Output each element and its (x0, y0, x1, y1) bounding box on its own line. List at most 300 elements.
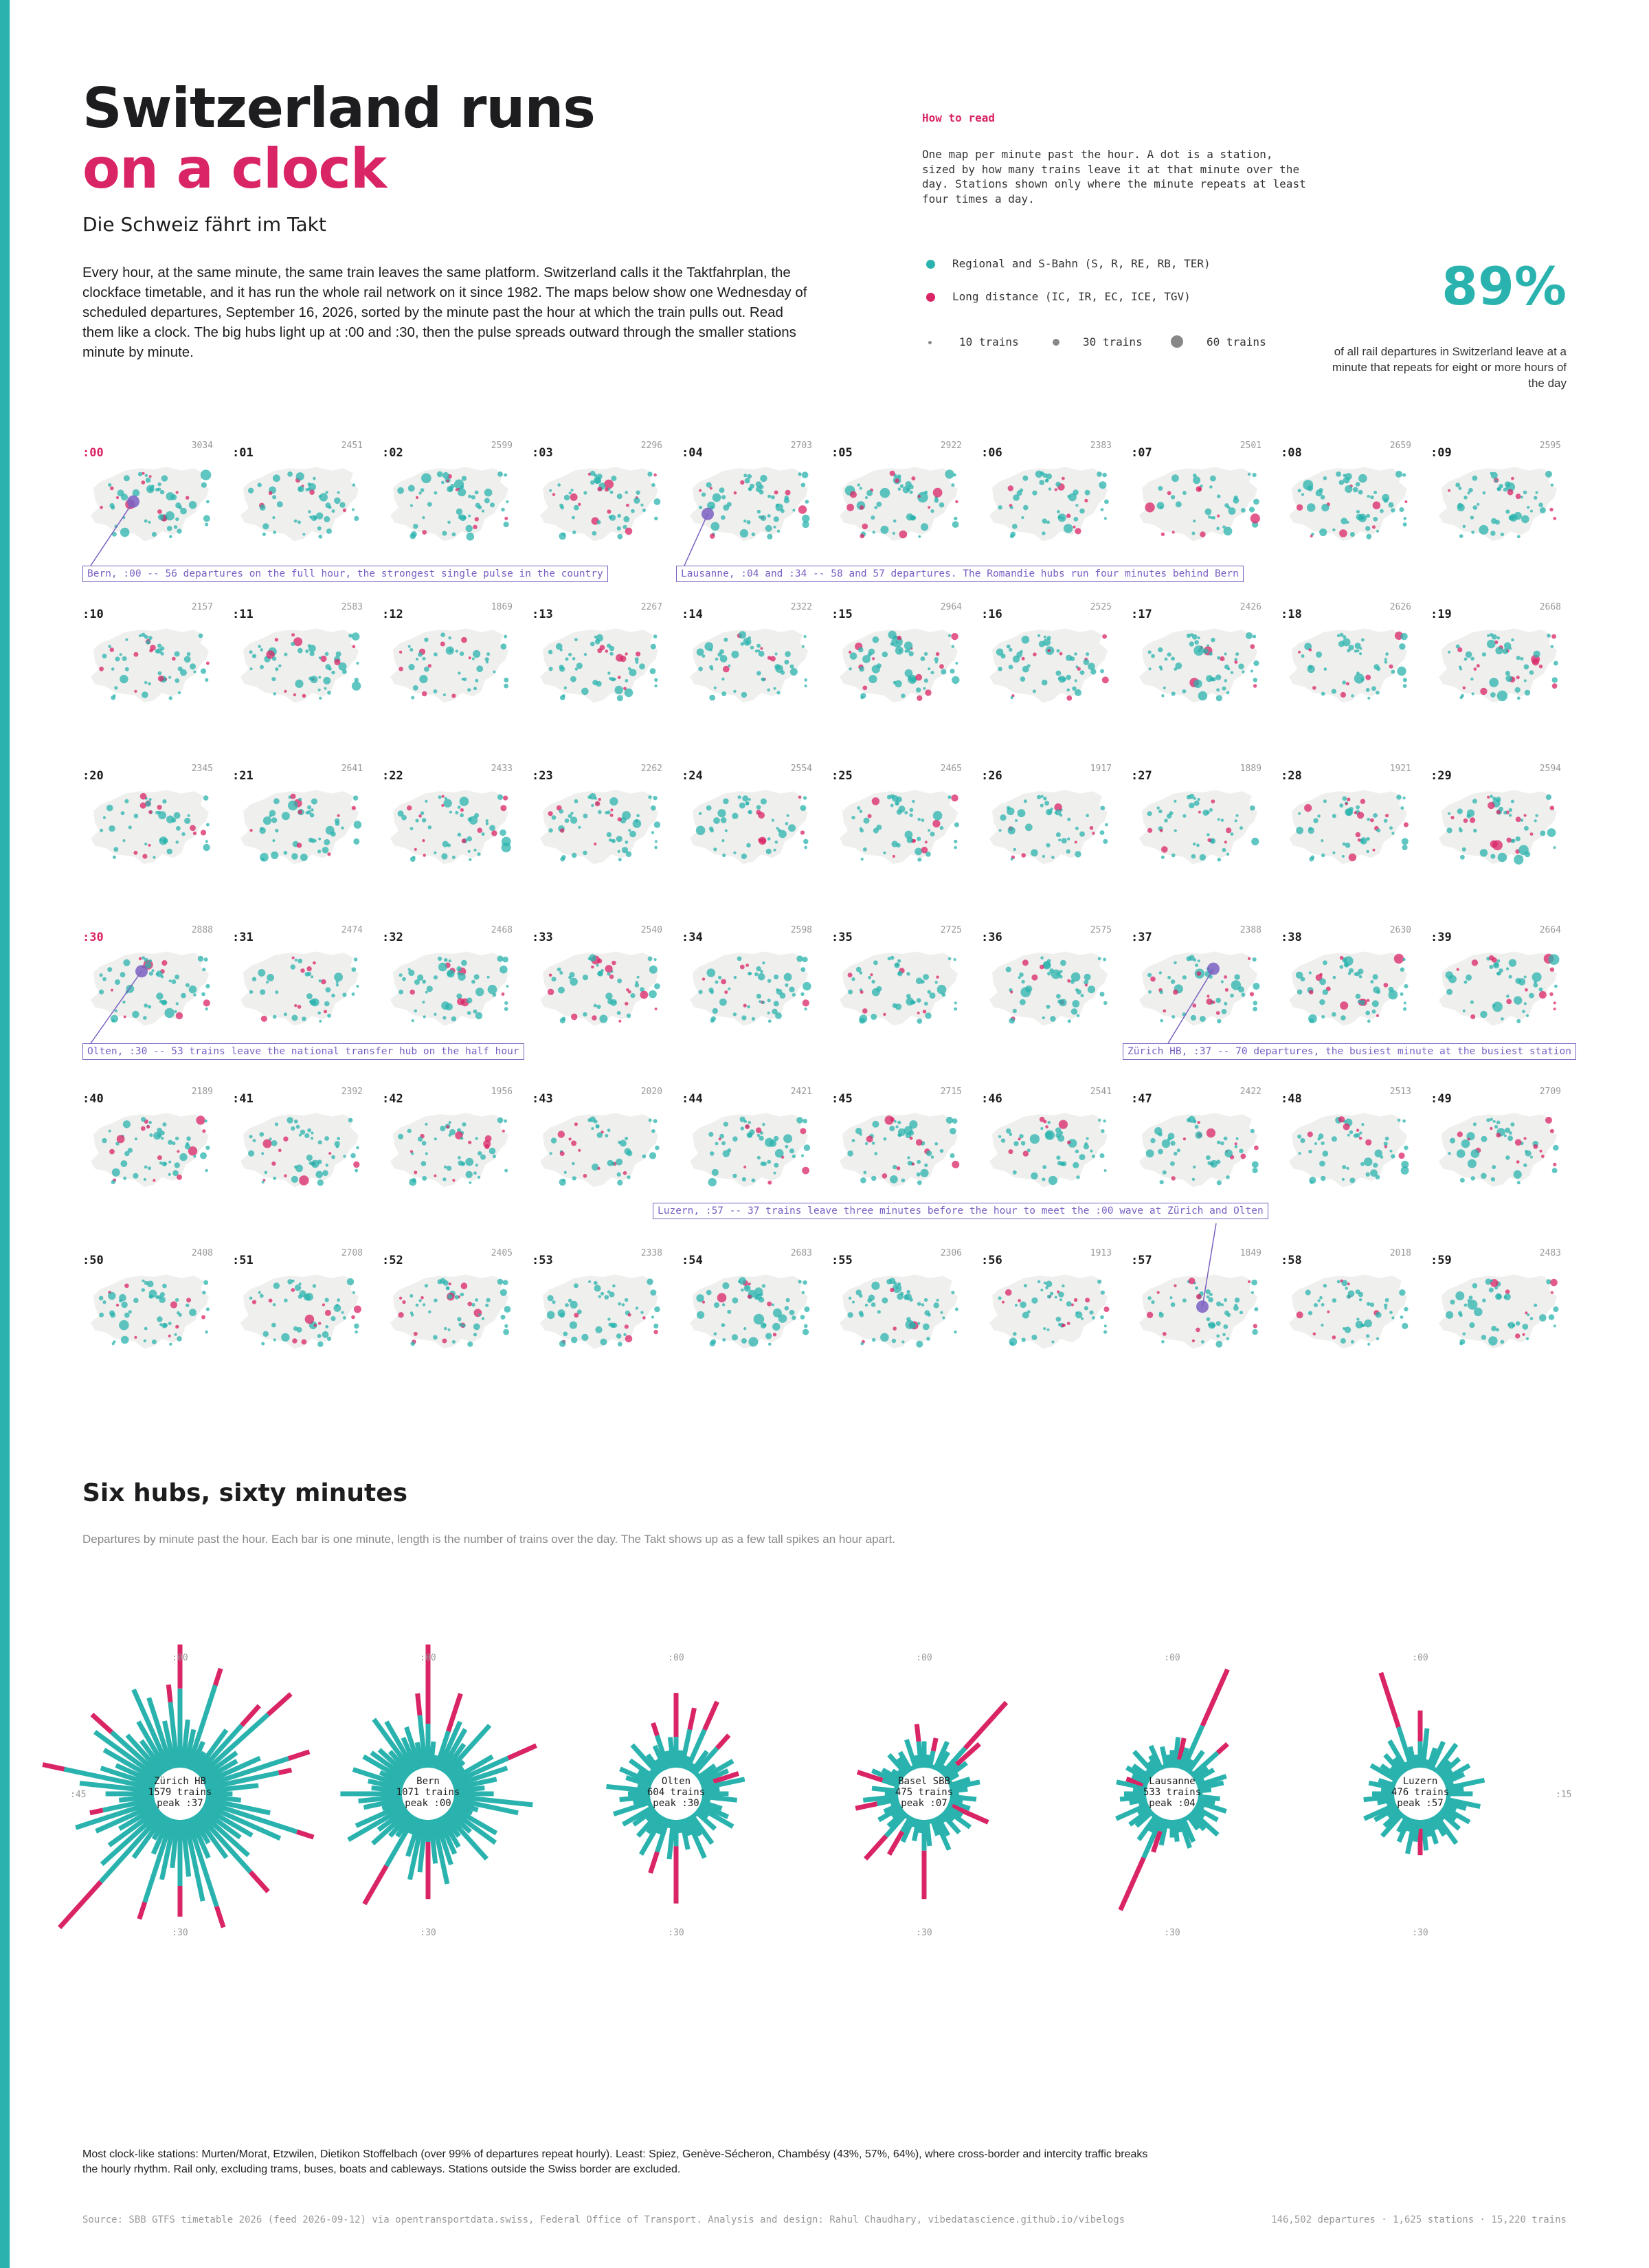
station-dot (1194, 801, 1200, 806)
station-dot (1206, 675, 1213, 682)
station-dot (713, 1008, 718, 1014)
station-dot (428, 664, 431, 667)
station-dot (318, 535, 322, 539)
station-dot (202, 1291, 205, 1294)
station-dot (912, 800, 915, 803)
minute-departures: 2599 (491, 441, 513, 451)
station-dot (475, 1298, 478, 1302)
station-dot (627, 1014, 631, 1019)
station-dot (1253, 983, 1259, 990)
station-dot (948, 634, 951, 637)
station-dot (571, 1140, 576, 1146)
station-dot (159, 1296, 166, 1303)
station-dot (1075, 1150, 1079, 1154)
station-dot (168, 1335, 171, 1337)
station-dot (1540, 831, 1545, 836)
station-dot (710, 667, 713, 670)
station-dot (755, 649, 758, 652)
station-dot (1103, 1331, 1107, 1334)
station-dot (851, 977, 855, 981)
station-dot (1021, 1141, 1026, 1146)
station-dot (343, 509, 346, 512)
station-dot (168, 1140, 172, 1145)
station-dot (168, 1322, 172, 1325)
station-dot (773, 526, 776, 529)
station-dot (640, 504, 643, 507)
station-dot (141, 1117, 146, 1122)
station-dot (628, 667, 631, 671)
station-dot (322, 847, 329, 854)
minute-label: :07 (1131, 446, 1152, 460)
station-dot (702, 492, 706, 496)
station-dot (1103, 958, 1106, 961)
station-dot (317, 1012, 321, 1015)
station-dot (107, 967, 112, 972)
station-dot (759, 1297, 764, 1302)
station-dot (1457, 968, 1459, 971)
station-dot (549, 667, 553, 671)
station-dot (1309, 648, 1312, 652)
legend-long-label: Long distance (IC, IR, EC, ICE, TGV) (952, 290, 1191, 303)
station-dot (710, 829, 714, 833)
station-dot (273, 1177, 276, 1180)
station-dot (935, 660, 938, 663)
station-dot (1510, 515, 1515, 520)
station-dot (728, 988, 730, 990)
station-dot (354, 957, 358, 961)
minute-label: :56 (981, 1254, 1002, 1267)
station-dot (1145, 502, 1154, 512)
station-dot (155, 488, 159, 492)
station-dot (1198, 811, 1201, 814)
station-dot (732, 1174, 737, 1178)
station-dot (1460, 855, 1465, 860)
station-dot (1366, 514, 1370, 518)
station-dot (504, 474, 507, 477)
station-dot (1182, 1298, 1187, 1302)
station-dot (1015, 819, 1018, 822)
station-dot (1346, 682, 1349, 685)
station-dot (952, 645, 954, 648)
minute-bar-long (297, 1832, 313, 1837)
minute-map (232, 1248, 363, 1348)
station-dot (442, 1177, 446, 1181)
station-dot (747, 1005, 750, 1009)
station-dot (462, 1122, 466, 1126)
station-dot (790, 668, 798, 676)
station-dot (1159, 990, 1163, 994)
station-dot (741, 1015, 746, 1020)
station-dot (1356, 510, 1360, 513)
station-dot (1057, 1161, 1062, 1166)
station-dot (889, 1126, 895, 1131)
station-dot (125, 638, 128, 641)
station-dot (748, 810, 751, 814)
station-dot (936, 1299, 939, 1302)
station-dot (1235, 658, 1237, 660)
minute-label: :09 (1431, 446, 1452, 460)
station-dot (1207, 1129, 1215, 1137)
station-dot (434, 652, 438, 656)
station-dot (1033, 689, 1036, 693)
station-dot (123, 1120, 131, 1128)
station-dot (266, 981, 269, 983)
station-dot (872, 1338, 875, 1342)
station-dot (1042, 531, 1045, 535)
station-dot (733, 852, 736, 854)
station-dot (434, 1013, 436, 1016)
station-dot (284, 1298, 288, 1302)
station-dot (951, 1291, 954, 1294)
station-dot (103, 816, 106, 819)
station-dot (186, 496, 189, 500)
minute-label: :22 (382, 769, 403, 783)
station-dot (1241, 1154, 1246, 1159)
station-dot (1222, 1333, 1226, 1337)
station-dot (648, 957, 653, 961)
station-dot (1102, 676, 1109, 683)
station-dot (626, 504, 629, 507)
station-dot (882, 1173, 888, 1179)
station-dot (932, 820, 940, 827)
station-dot (1086, 652, 1089, 656)
station-dot (201, 830, 206, 835)
station-dot (702, 977, 705, 980)
station-dot (1067, 979, 1070, 983)
station-dot (1503, 488, 1507, 492)
minute-departures: 2540 (640, 925, 662, 935)
station-dot (572, 516, 575, 520)
station-dot (261, 1152, 264, 1155)
station-dot (917, 1160, 921, 1164)
station-dot (860, 487, 862, 489)
station-dot (880, 526, 888, 534)
station-dot (203, 844, 210, 851)
station-dot (557, 483, 561, 487)
minute-bar-long (92, 1715, 112, 1733)
station-dot (1059, 814, 1062, 816)
minute-map (831, 1087, 962, 1187)
station-dot (302, 694, 306, 698)
station-dot (205, 840, 208, 843)
station-dot (156, 972, 159, 975)
station-dot (1042, 1177, 1045, 1181)
station-dot (1496, 1120, 1501, 1124)
station-dot (422, 839, 425, 842)
station-dot (1062, 838, 1067, 843)
station-dot (609, 975, 614, 979)
station-dot (1208, 515, 1211, 519)
station-dot (570, 978, 578, 986)
station-dot (249, 990, 253, 994)
station-dot (1403, 797, 1406, 799)
station-dot (271, 1140, 278, 1146)
station-dot (506, 500, 508, 503)
station-dot (1496, 959, 1500, 963)
station-dot (1385, 1137, 1389, 1141)
station-dot (588, 1280, 591, 1283)
station-dot (1345, 473, 1352, 480)
station-dot (715, 1142, 719, 1146)
station-dot (1064, 524, 1073, 533)
station-dot (1307, 503, 1316, 512)
station-dot (399, 1297, 402, 1300)
station-dot (1349, 854, 1356, 861)
station-dot (1317, 1137, 1320, 1140)
station-dot (1361, 1123, 1364, 1126)
station-dot (149, 1133, 153, 1137)
station-dot (420, 488, 425, 492)
station-dot (124, 475, 130, 481)
station-dot (1218, 818, 1220, 821)
station-dot (759, 651, 765, 657)
station-dot (1367, 850, 1369, 853)
station-dot (1084, 1144, 1089, 1149)
station-dot (455, 811, 458, 814)
station-dot (317, 1179, 324, 1186)
station-dot (893, 855, 895, 858)
station-dot (272, 839, 275, 842)
station-dot (654, 821, 660, 827)
station-dot (1058, 1323, 1062, 1326)
station-dot (1080, 670, 1085, 675)
station-dot (610, 491, 614, 494)
minute-map (831, 764, 962, 864)
station-dot (605, 649, 609, 653)
station-dot (712, 1169, 719, 1176)
station-dot (597, 1132, 603, 1137)
station-dot (565, 1303, 569, 1307)
station-dot (774, 1163, 778, 1168)
station-dot (709, 695, 715, 701)
station-dot (872, 797, 879, 805)
station-dot (418, 1299, 421, 1302)
station-dot (583, 491, 587, 495)
station-dot (1507, 1323, 1510, 1326)
minute-map (981, 602, 1112, 702)
station-dot (745, 478, 750, 484)
station-dot (337, 1298, 340, 1302)
station-dot (1224, 527, 1233, 536)
station-dot (341, 827, 344, 830)
station-dot (1515, 1333, 1520, 1338)
station-dot (589, 954, 596, 961)
station-dot (907, 1156, 910, 1159)
minute-bar-long (289, 1752, 309, 1759)
station-dot (1524, 665, 1529, 670)
station-dot (252, 977, 256, 981)
station-dot (1192, 1003, 1196, 1008)
station-dot (112, 1168, 120, 1177)
station-dot (903, 486, 910, 493)
station-dot (1224, 841, 1227, 843)
station-dot (1474, 667, 1477, 671)
station-dot (1354, 674, 1365, 684)
minute-label: :15 (831, 608, 853, 621)
station-dot (1402, 838, 1409, 845)
station-dot (462, 838, 467, 843)
station-dot (1338, 641, 1345, 647)
station-dot (1217, 495, 1220, 498)
station-dot (1077, 990, 1081, 994)
station-dot (186, 1136, 191, 1141)
station-dot (1163, 687, 1166, 689)
minute-map (82, 1248, 213, 1348)
station-dot (1526, 1014, 1529, 1017)
station-dot (750, 646, 754, 649)
station-dot (1482, 652, 1486, 656)
minute-bar-long (690, 1708, 695, 1729)
station-dot (1100, 1153, 1105, 1158)
station-dot (291, 642, 295, 646)
station-dot (425, 1284, 428, 1287)
station-dot (1488, 802, 1494, 809)
station-dot (921, 656, 926, 661)
station-dot (1319, 529, 1327, 536)
station-dot (998, 505, 1002, 509)
station-dot (745, 641, 750, 645)
station-dot (1549, 508, 1553, 511)
station-dot (149, 972, 153, 976)
station-dot (502, 957, 508, 963)
station-dot (915, 848, 922, 856)
station-dot (193, 1155, 196, 1157)
station-dot (262, 533, 266, 536)
station-dot (421, 474, 431, 484)
station-dot (305, 488, 309, 491)
station-dot (425, 1153, 428, 1155)
station-dot (1000, 654, 1005, 658)
station-dot (759, 515, 762, 519)
station-dot (1345, 485, 1352, 493)
station-dot (607, 1318, 610, 1320)
minute-label: :47 (1131, 1092, 1152, 1106)
station-dot (1487, 634, 1490, 637)
station-dot (186, 1304, 189, 1307)
station-dot (187, 652, 191, 656)
minute-map (232, 764, 363, 864)
station-dot (617, 526, 621, 531)
station-dot (617, 979, 622, 983)
station-dot (723, 666, 730, 673)
station-dot (549, 974, 552, 977)
station-dot (847, 1312, 853, 1318)
station-dot (607, 509, 611, 513)
station-dot (787, 814, 789, 817)
station-dot (317, 1334, 322, 1338)
station-dot (595, 801, 601, 807)
station-dot (1399, 643, 1405, 649)
station-dot (292, 1338, 297, 1343)
station-dot (422, 516, 425, 519)
station-dot (1337, 1280, 1340, 1284)
station-dot (761, 799, 767, 805)
station-dot (895, 478, 899, 483)
station-dot (1470, 1001, 1474, 1004)
station-dot (873, 531, 875, 533)
station-dot (1023, 505, 1029, 511)
station-dot (1058, 515, 1062, 519)
station-dot (1389, 826, 1393, 830)
station-dot (1525, 988, 1528, 992)
station-dot (1323, 1284, 1327, 1287)
station-dot (501, 1315, 506, 1320)
station-dot (572, 1176, 576, 1180)
station-dot (454, 480, 464, 489)
station-dot (911, 476, 915, 480)
station-dot (1057, 1291, 1059, 1293)
axis-label-top: :00 (1164, 1653, 1180, 1663)
station-dot (872, 665, 880, 674)
station-dot (871, 515, 875, 520)
minute-label: :43 (532, 1092, 553, 1106)
station-dot (636, 814, 640, 817)
station-dot (102, 1138, 106, 1143)
station-dot (298, 810, 302, 814)
station-dot (1102, 473, 1107, 478)
station-dot (1213, 1001, 1215, 1003)
station-dot (1367, 1302, 1371, 1306)
station-dot (1161, 1340, 1165, 1344)
station-dot (1321, 1324, 1323, 1326)
station-dot (1351, 1340, 1354, 1344)
station-dot (1224, 975, 1227, 979)
station-dot (596, 1125, 599, 1128)
station-dot (897, 959, 901, 963)
station-dot (503, 796, 508, 801)
station-dot (1157, 806, 1160, 809)
station-dot (1254, 1307, 1258, 1311)
station-dot (408, 664, 414, 670)
station-dot (124, 1313, 130, 1318)
station-dot (125, 667, 129, 671)
station-dot (1164, 819, 1168, 823)
axis-label-right: :15 (1556, 1790, 1572, 1800)
station-dot (1524, 679, 1527, 682)
station-dot (898, 972, 901, 975)
station-dot (618, 1141, 621, 1144)
station-dot (1516, 1160, 1520, 1164)
station-dot (1332, 852, 1335, 854)
station-dot (710, 1151, 714, 1155)
station-dot (1075, 528, 1081, 534)
station-dot (473, 687, 477, 690)
station-dot (1171, 1141, 1176, 1146)
station-dot (1459, 1313, 1463, 1317)
station-dot (1495, 520, 1500, 524)
station-dot (1043, 1327, 1046, 1330)
station-dot (108, 645, 111, 648)
station-dot (625, 652, 627, 655)
station-dot (710, 1019, 715, 1023)
minute-departures: 2189 (191, 1087, 213, 1097)
station-dot (1193, 1166, 1196, 1168)
minute-map (382, 764, 513, 864)
minute-departures: 2554 (790, 764, 812, 774)
station-dot (1174, 800, 1176, 803)
station-dot (868, 675, 877, 683)
station-dot (434, 1137, 437, 1140)
station-dot (397, 487, 404, 494)
minute-map (382, 441, 513, 541)
station-dot (738, 795, 741, 799)
station-dot (1470, 515, 1474, 519)
station-dot (1493, 962, 1499, 968)
station-dot (1042, 855, 1045, 858)
station-dot (204, 1120, 207, 1123)
station-dot (952, 1118, 958, 1124)
station-dot (598, 810, 602, 814)
